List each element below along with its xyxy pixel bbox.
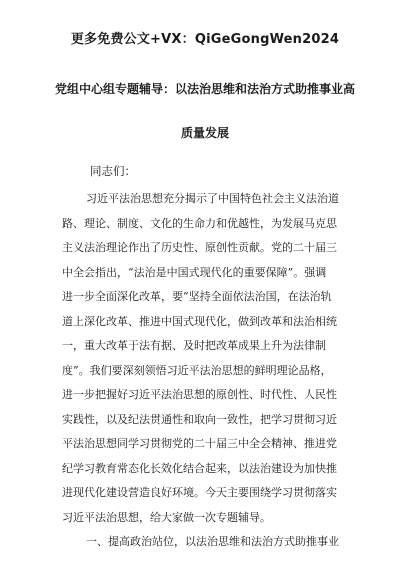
body-line: 平法治思想同学习贯彻党的二十届三中全会精神、推进党 (62, 437, 337, 450)
document-title-line-1: 党组中心组专题辅导：以法治思维和法治方式助推事业高 (54, 82, 355, 96)
body-line: 习近平法治思想充分揭示了中国特色社会主义法治道 (86, 192, 339, 205)
body-line: 主义法治理论作出了历史性、原创性贡献。党的二十届三 (62, 241, 337, 254)
body-line: 进现代化建设营造良好环境。今天主要围绕学习贯彻落实 (62, 486, 337, 499)
body-line: 纪学习教育常态化长效化结合起来，以法治建设为加快推 (62, 461, 337, 475)
body-line: 进一步把握好习近平法治思想的原创性、时代性、人民性 (62, 388, 337, 401)
body-line: 实践性，以及纪法贯通性和取向一致性，把学习贯彻习近 (62, 412, 337, 426)
body-line: 习近平法治思想，给大家做一次专题辅导。 (62, 510, 271, 524)
body-line: 道上深化改革、推进中国式现代化，做到改革和法治相统 (62, 314, 337, 328)
body-line: 进一步全面深化改革，要“坚持全面依法治国，在法治轨 (62, 290, 332, 303)
document-body (62, 187, 358, 555)
body-line: 路、理论、制度、文化的生命力和优越性，为发展马克思 (62, 216, 337, 230)
document-title-line-2: 质量发展 (180, 126, 229, 140)
promo-header: 更多免费公文+VX：QiGeGongWen2024 (70, 32, 340, 47)
body-line: 中全会指出，“法治是中国式现代化的重要保障”。强调 (62, 265, 327, 279)
section-heading-line: 一、提高政治站位，以法治思维和法治方式助推事业 (86, 535, 339, 548)
body-line: 一，重大改革于法有据、及时把改革成果上升为法律制 (62, 339, 326, 352)
body-line: 度”。我们要深刻领悟习近平法治思想的鲜明理论品格， (62, 363, 332, 377)
salutation: 同志们： (90, 164, 136, 178)
